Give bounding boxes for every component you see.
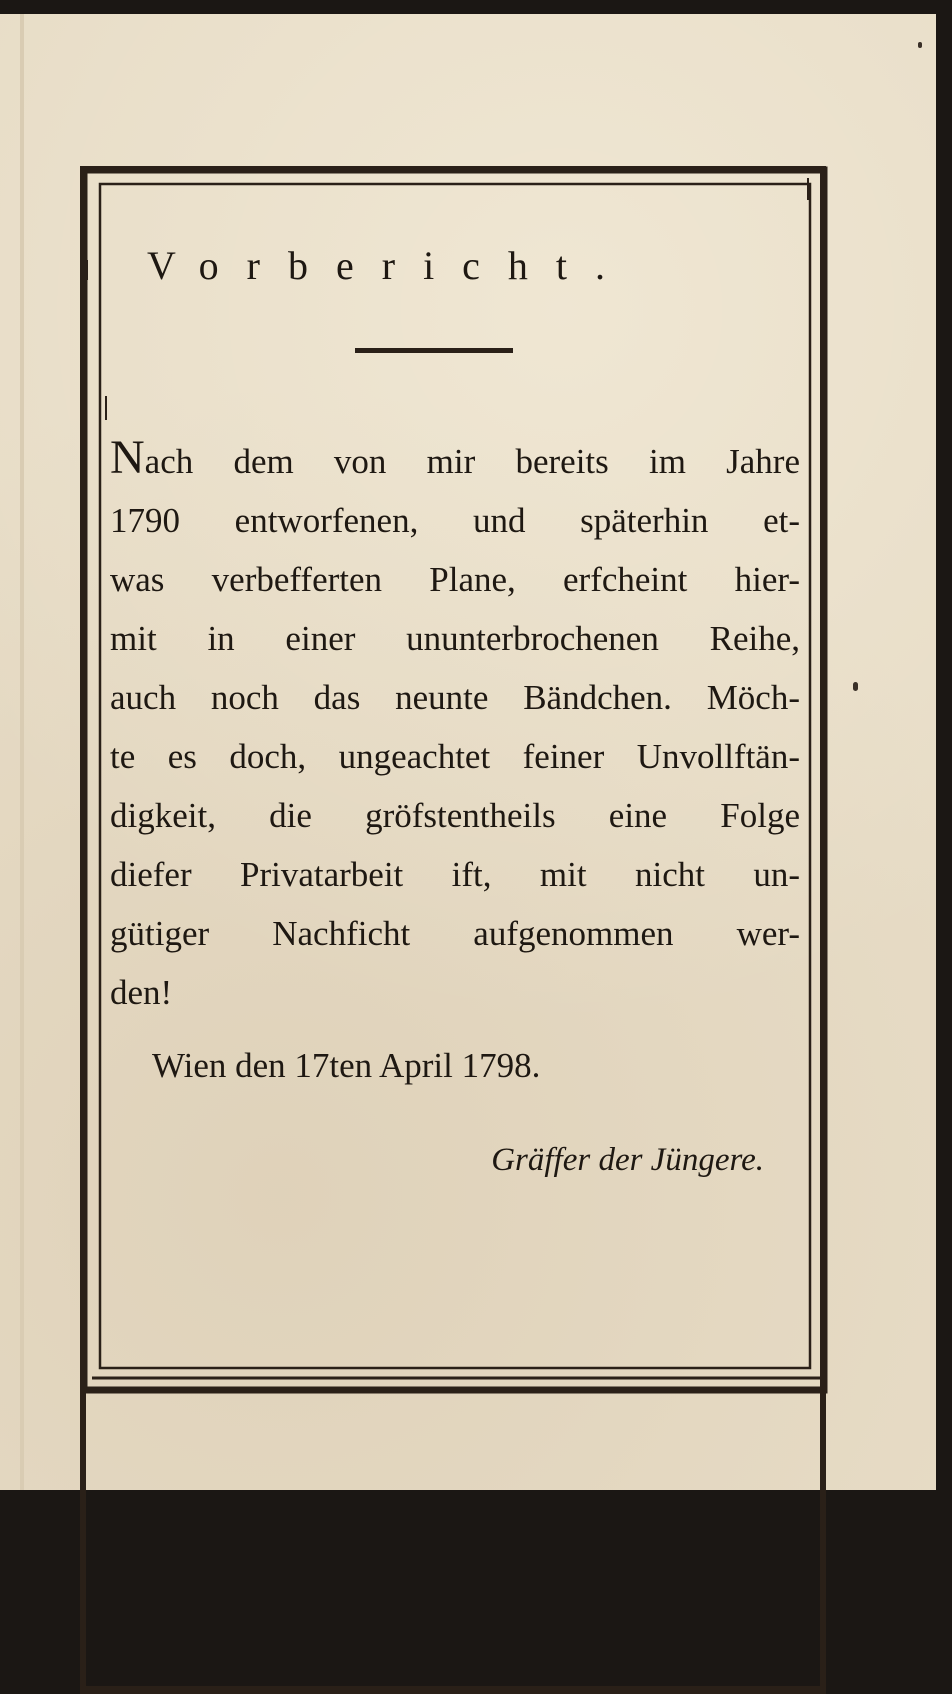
paragraph-line: gütiger Nachficht aufgenommen wer- [110,914,800,953]
dateline: Wien den 17ten April 1798. [152,1046,541,1085]
preface-paragraph [110,432,800,1022]
ink-speck [853,682,858,691]
signature: Gräffer der Jüngere. [491,1142,764,1178]
paragraph-line: was verbefferten Plane, erfcheint hier- [110,560,800,599]
title-rule [355,348,513,353]
paragraph-line: den! [110,973,173,1012]
paragraph-line: 1790 entworfenen, und späterhin et- [110,501,800,540]
page-title: Vorbericht. [146,243,634,288]
paragraph-line: mit in einer ununterbrochenen Reihe, [110,619,800,658]
paragraph-line: Nach dem von mir bereits im Jahre [110,431,800,484]
drop-cap: N [110,431,145,484]
paragraph-line: diefer Privatarbeit ift, mit nicht un- [110,855,800,894]
paragraph-line: digkeit, die gröfstentheils eine Folge [110,796,800,835]
ink-speck [918,42,922,48]
paragraph-line: auch noch das neunte Bändchen. Möch- [110,678,800,717]
paragraph-line: te es doch, ungeachtet feiner Unvollftän- [110,737,800,776]
